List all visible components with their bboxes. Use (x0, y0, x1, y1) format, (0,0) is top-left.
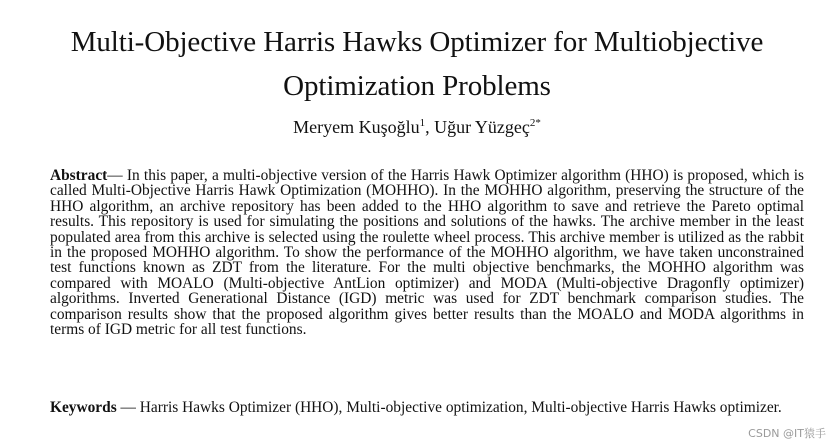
keywords-text: Harris Hawks Optimizer (HHO), Multi-objective optimization, Multi-objective Harris Hawks optimizer. (139, 399, 782, 416)
keywords (50, 400, 804, 416)
abstract (50, 168, 804, 337)
author-name-2: Uğur Yüzgeç (434, 117, 530, 137)
title-line-2: Optimization Problems (283, 70, 551, 102)
title-line-1: Multi-Objective Harris Hawks Optimizer for Multiobjective (70, 26, 764, 58)
abstract-separator: — (107, 167, 127, 184)
paper-title (20, 20, 814, 108)
abstract-text: In this paper, a multi-objective version of the Harris Hawk Optimizer algorithm (HHO) is proposed, which is called Multi-Objective Harris Hawk Optimization (MOHHO). In the MOHHO algorithm, preserving the structure of the HHO algorithm, an archive repository has been added to the HHO algorithm to save and retrieve the Pareto optimal results. This repository is used for simulating the positions and solutions of the hawks. The archive member in the least populated area from this archive is selected using the roulette wheel process. This archive member is utilized as the rabbit in the proposed MOHHO algorithm. To show the performance of the MOHHO algorithm, we have taken unconstrained test functions known as ZDT from the literature. For the multi objective benchmarks, the MOHHO algorithm was compared with MOALO (Multi-objective AntLion optimizer) and MODA (Multi-objective Dragonfly optimizer) algorithms. Inverted Generational Distance (IGD) metric was used for ZDT benchmark comparison studies. The comparison results show that the proposed algorithm gives better results than the MOALO and MODA algorithms in terms of IGD metric for all test functions. (50, 167, 804, 339)
author-affiliation-2: 2* (529, 117, 541, 129)
author-list (0, 115, 834, 139)
author-affiliation-1: 1 (419, 117, 426, 129)
keywords-label: Keywords (50, 399, 117, 416)
author-separator: , (425, 117, 435, 137)
keywords-separator: — (116, 399, 140, 416)
abstract-label: Abstract (50, 167, 108, 184)
author-name-1: Meryem Kuşoğlu (293, 117, 420, 137)
watermark: CSDN @IT猿手 (748, 427, 826, 440)
